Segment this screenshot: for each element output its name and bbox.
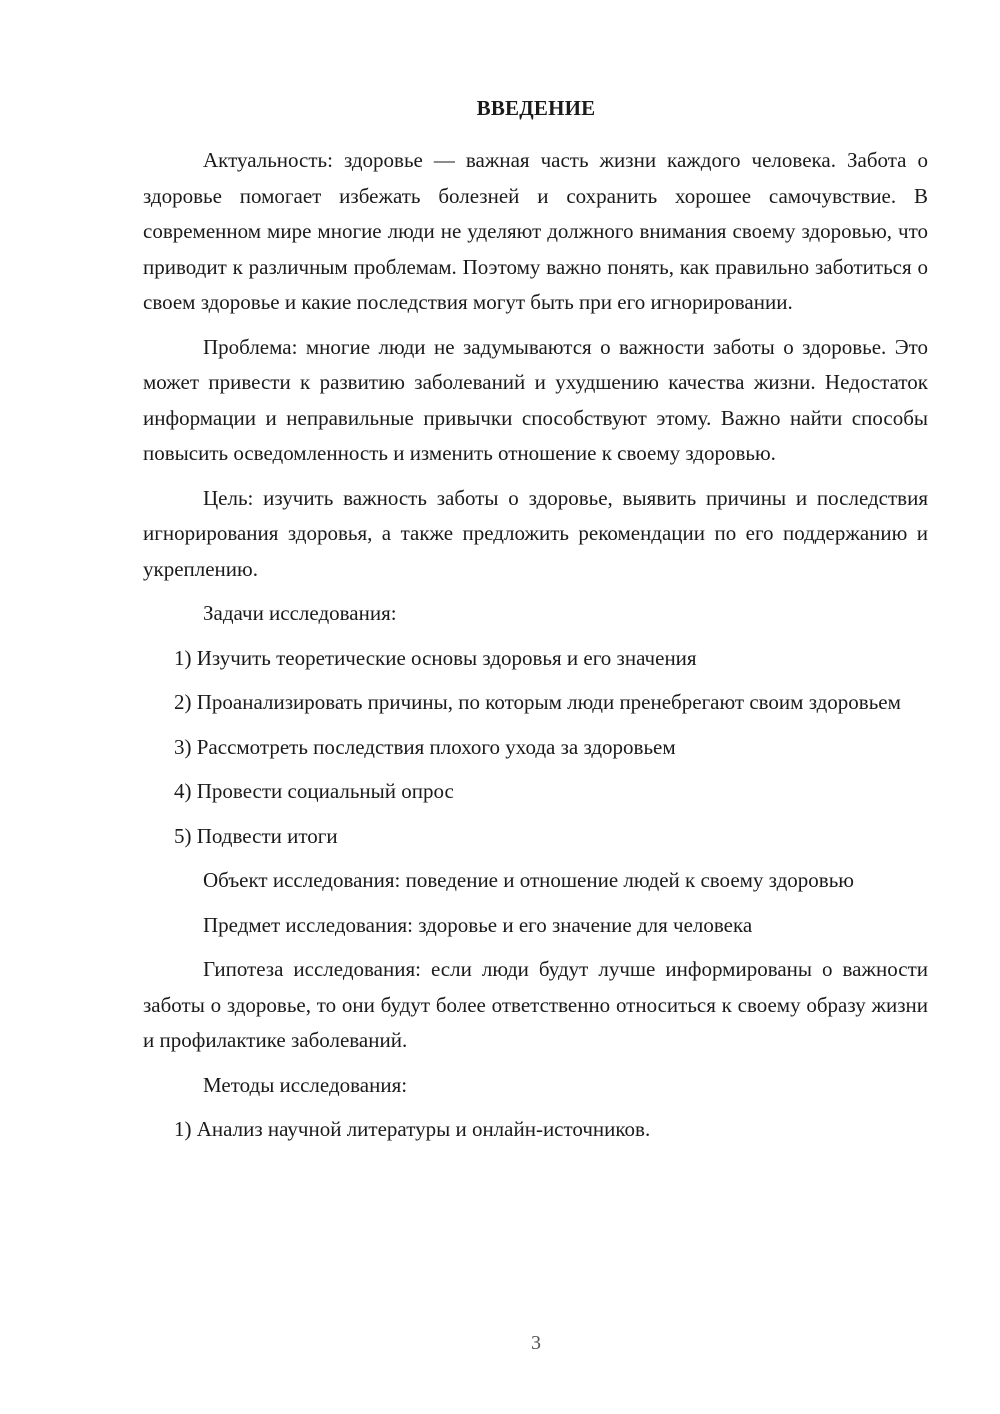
document-body	[143, 143, 928, 1157]
paragraph-problem: Проблема: многие люди не задумываются о важности заботы о здоровье. Это может привести к развитию заболеваний и ухудшению качества жизни. Недостаток информации и неправильные привычки способствуют этому. Важно найти способы повысить осведомленность и изменить отношение к своему здоровью.	[143, 334, 928, 465]
tasks-heading: Задачи исследования:	[203, 601, 397, 625]
paragraph-goal: Цель: изучить важность заботы о здоровье, выявить причины и последствия игнорирования здоровья, а также предложить рекомендации по его поддержанию и укреплению.	[143, 485, 928, 581]
page-number: 3	[531, 1332, 541, 1354]
task-item-2: 2) Проанализировать причины, по которым люди пренебрегают своим здоровьем	[174, 690, 901, 714]
page-title: ВВЕДЕНИЕ	[476, 96, 596, 120]
paragraph-object: Объект исследования: поведение и отношение людей к своему здоровью	[203, 868, 854, 892]
paragraph-relevance: Актуальность: здоровье — важная часть жизни каждого человека. Забота о здоровье помогает избежать болезней и сохранить хорошее самочувствие. В современном мире многие люди не уделяют должного внимания своему здоровью, что приводит к различным проблемам. Поэтому важно понять, как правильно заботиться о своем здоровье и какие последствия могут быть при его игнорировании.	[143, 148, 928, 314]
paragraph-hypothesis: Гипотеза исследования: если люди будут лучше информированы о важности заботы о здоровье, то они будут более ответственно относиться к своему образу жизни и профилактике заболеваний.	[143, 957, 928, 1052]
task-item-4: 4) Провести социальный опрос	[174, 779, 454, 803]
task-item-5: 5) Подвести итоги	[174, 823, 338, 848]
methods-heading: Методы исследования:	[203, 1072, 408, 1097]
task-item-1: 1) Изучить теоретические основы здоровья и его значения	[174, 645, 697, 670]
method-item-1: 1) Анализ научной литературы и онлайн-источников.	[174, 1117, 651, 1141]
paragraph-subject: Предмет исследования: здоровье и его значение для человека	[203, 912, 753, 937]
task-item-3: 3) Рассмотреть последствия плохого ухода за здоровьем	[174, 734, 676, 759]
